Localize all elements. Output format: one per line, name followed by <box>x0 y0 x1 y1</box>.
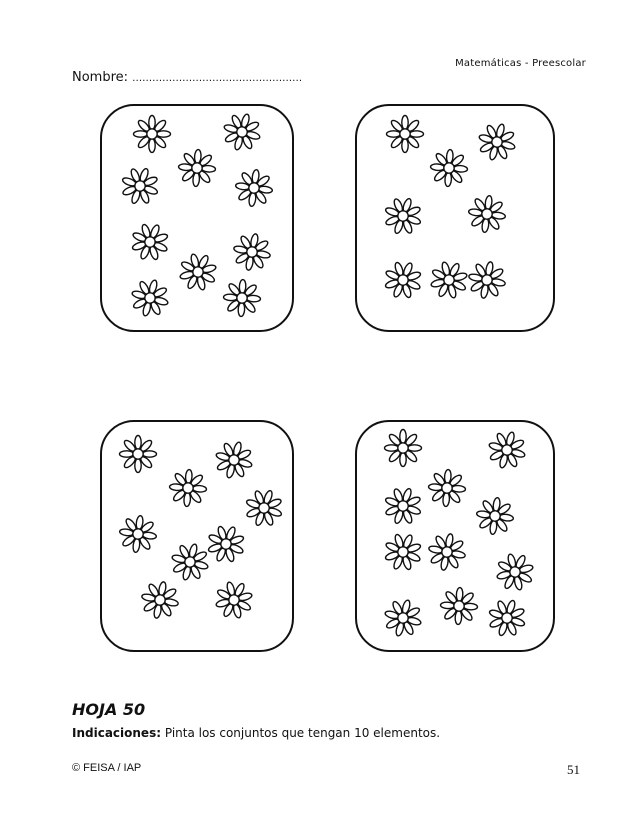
flower-icon <box>177 148 216 187</box>
flower-petal <box>135 436 141 450</box>
name-label: Nombre: <box>72 70 129 85</box>
flower-set-4[interactable] <box>355 420 555 652</box>
flower-icon <box>127 275 173 321</box>
flower-center <box>481 208 493 220</box>
flower-set-1-canvas <box>102 106 292 330</box>
flower-set-1[interactable] <box>100 104 294 332</box>
flower-petal <box>402 116 408 130</box>
flower-icon <box>440 587 479 626</box>
flower-center <box>443 162 454 173</box>
flower-center <box>398 443 408 453</box>
flower-icon <box>465 258 509 302</box>
worksheet-title: HOJA 50 <box>72 700 146 719</box>
flower-set-3-canvas <box>102 422 292 650</box>
flower-set-4-canvas <box>357 422 553 650</box>
flower-icon <box>116 162 164 210</box>
flower-icon <box>474 119 520 165</box>
flower-center <box>133 449 143 459</box>
flower-petal <box>408 445 422 451</box>
flower-icon <box>474 495 516 537</box>
flower-petal <box>134 131 148 137</box>
flower-icon <box>429 148 468 187</box>
flower-petal <box>385 445 399 451</box>
flower-petal <box>149 116 155 130</box>
copyright: © FEISA / IAP <box>72 762 142 774</box>
instructions <box>72 726 440 740</box>
flower-icon <box>379 482 427 530</box>
flower-center <box>441 482 452 493</box>
flower-petal <box>400 430 406 444</box>
flower-icon <box>385 430 422 467</box>
flower-icon <box>117 513 159 555</box>
flower-icon <box>490 547 540 597</box>
flower-petal <box>143 451 157 457</box>
flower-icon <box>387 116 424 153</box>
name-blank: …………………………………………… <box>132 73 303 84</box>
flower-icon <box>209 575 259 625</box>
flower-icon <box>466 193 508 235</box>
flower-center <box>489 510 501 522</box>
flower-petal <box>120 451 134 457</box>
flower-icon <box>201 519 250 568</box>
flower-icon <box>211 437 257 483</box>
flower-petal <box>157 131 171 137</box>
flower-petal <box>135 459 141 473</box>
flower-icon <box>380 595 426 641</box>
flower-petal <box>410 131 424 137</box>
flower-petal <box>402 139 408 153</box>
flower-icon <box>240 484 288 532</box>
instructions-label: Indicaciones: <box>72 726 162 740</box>
flower-icon <box>378 255 427 304</box>
flower-icon <box>125 217 174 266</box>
flower-center <box>237 293 248 304</box>
flower-petal <box>400 453 406 467</box>
flower-center <box>454 601 465 612</box>
flower-icon <box>138 578 182 622</box>
name-field[interactable] <box>72 70 302 85</box>
flower-icon <box>134 116 171 153</box>
flower-icon <box>484 427 530 473</box>
flower-petal <box>387 131 401 137</box>
flower-center <box>147 129 157 139</box>
flower-icon <box>233 167 275 209</box>
flower-petal <box>149 139 155 153</box>
page-number: 51 <box>567 762 580 777</box>
flower-center <box>400 129 410 139</box>
flower-center <box>182 482 193 493</box>
flower-icon <box>425 530 469 574</box>
flower-icon <box>427 468 466 507</box>
flower-icon <box>223 279 262 318</box>
flower-icon <box>230 230 274 274</box>
flower-center <box>191 162 202 173</box>
flower-center <box>248 182 260 194</box>
flower-icon <box>173 247 223 297</box>
flower-center <box>132 528 144 540</box>
flower-icon <box>219 109 265 155</box>
flower-icon <box>483 594 530 641</box>
subject-header: Matemáticas - Preescolar <box>455 58 586 69</box>
flower-icon <box>167 539 213 585</box>
flower-set-2-canvas <box>357 106 553 330</box>
flower-icon <box>168 468 207 507</box>
flower-icon <box>424 255 474 305</box>
flower-icon <box>378 527 427 576</box>
flower-icon <box>120 436 157 473</box>
flower-set-2[interactable] <box>355 104 555 332</box>
instructions-text: Pinta los conjuntos que tengan 10 elementos. <box>164 726 441 740</box>
flower-icon <box>379 192 427 240</box>
flower-set-3[interactable] <box>100 420 294 652</box>
